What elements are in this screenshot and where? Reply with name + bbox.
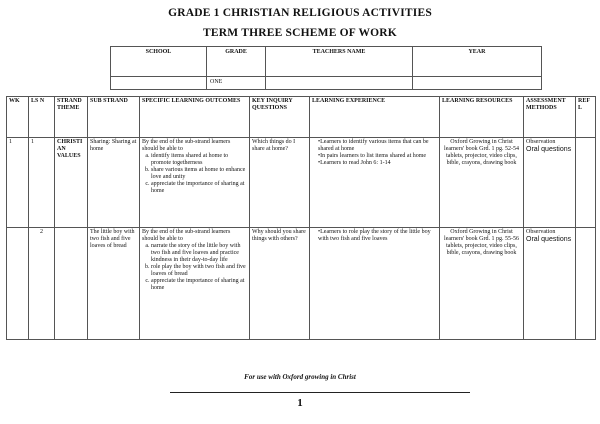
col-header-experience: LEARNING EXPERIENCE (310, 97, 440, 138)
outcome-item: b. share various items at home to enhance love and unity (151, 167, 247, 181)
outcomes-intro: By the end of the sub-strand learners should be able to (142, 139, 231, 152)
assessment-method: Oral questions (526, 146, 572, 153)
page-number: 1 (297, 397, 303, 409)
outcome-item: c. appreciate the importance of sharing at home (151, 181, 247, 195)
cell-strand: CHRISTIAN VALUES (55, 138, 88, 228)
col-header-reflection: REFL (576, 97, 596, 138)
col-header-sub-strand: SUB STRAND (88, 97, 140, 138)
table-row (7, 228, 596, 340)
cell-wk (7, 228, 29, 340)
col-header-wk: WK (7, 97, 29, 138)
cell-questions: Why should you share things with others? (250, 228, 310, 340)
experience-item: • Learners to identify various items that can be shared at home (318, 139, 437, 153)
cell-lsn: 2 (29, 228, 55, 340)
table-header-row (7, 97, 596, 138)
teacher-label: TEACHERS NAME (266, 47, 413, 77)
outcome-item: b. role play the boy with two fish and five loaves of bread (151, 264, 247, 278)
col-header-assessment: ASSESSMENT METHODS (524, 97, 576, 138)
assessment-method: Oral questions (526, 236, 572, 243)
cell-experience (310, 138, 440, 228)
year-label: YEAR (412, 47, 541, 77)
cell-assessment (524, 228, 576, 340)
header-table (110, 46, 542, 90)
experience-item: • Learners to read John 6: 1-14 (318, 160, 437, 167)
cell-experience (310, 228, 440, 340)
cell-lsn: 1 (29, 138, 55, 228)
outcome-item: c. appreciate the importance of sharing at home (151, 278, 247, 292)
cell-outcomes (140, 138, 250, 228)
cell-resources: Oxford Growing in Christ learners' book Grd. 1 pg. 52-54 tablets, projector, video clips, bible, crayons, drawing book (440, 138, 524, 228)
teacher-value (266, 77, 413, 90)
outcome-item: a. identify items shared at home to promote togetherness (151, 153, 247, 167)
grade-label: GRADE (206, 47, 265, 77)
cell-wk: 1 (7, 138, 29, 228)
table-row (7, 138, 596, 228)
cell-strand (55, 228, 88, 340)
school-value (111, 77, 207, 90)
assessment-method: Observation (526, 229, 556, 235)
col-header-questions: KEY INQUIRY QUESTIONS (250, 97, 310, 138)
cell-reflection (576, 138, 596, 228)
school-label: SCHOOL (111, 47, 207, 77)
cell-outcomes (140, 228, 250, 340)
cell-sub-strand: Sharing: Sharing at home (88, 138, 140, 228)
footer-note: For use with Oxford growing in Christ (244, 373, 356, 381)
year-value (412, 77, 541, 90)
experience-item: • In pairs learners to list items shared at home (318, 153, 437, 160)
scheme-table (6, 96, 596, 340)
outcome-item: a. narrate the story of the little boy with two fish and five loaves and practice kindness in their day-to-day life (151, 243, 247, 264)
experience-item: • Learners to role play the story of the little boy with two fish and five loaves (318, 229, 437, 243)
col-header-lsn: LS N (29, 97, 55, 138)
document-subtitle: TERM THREE SCHEME OF WORK (203, 27, 397, 39)
col-header-outcomes: SPECIFIC LEARNING OUTCOMES (140, 97, 250, 138)
cell-resources: Oxford Growing in Christ learners' book Grd. 1 pg. 55-56 tablets, projector, video clips, bible, crayons, drawing book (440, 228, 524, 340)
cell-assessment (524, 138, 576, 228)
cell-sub-strand: The little boy with two fish and five loaves of bread (88, 228, 140, 340)
document-title: GRADE 1 CHRISTIAN RELIGIOUS ACTIVITIES (168, 7, 432, 19)
grade-value: ONE (206, 77, 265, 90)
footer-divider (170, 392, 470, 393)
col-header-strand: STRAND THEME (55, 97, 88, 138)
cell-questions: Which things do I share at home? (250, 138, 310, 228)
outcomes-intro: By the end of the sub-strand learners should be able to (142, 229, 231, 242)
cell-reflection (576, 228, 596, 340)
col-header-resources: LEARNING RESOURCES (440, 97, 524, 138)
assessment-method: Observation (526, 139, 556, 145)
